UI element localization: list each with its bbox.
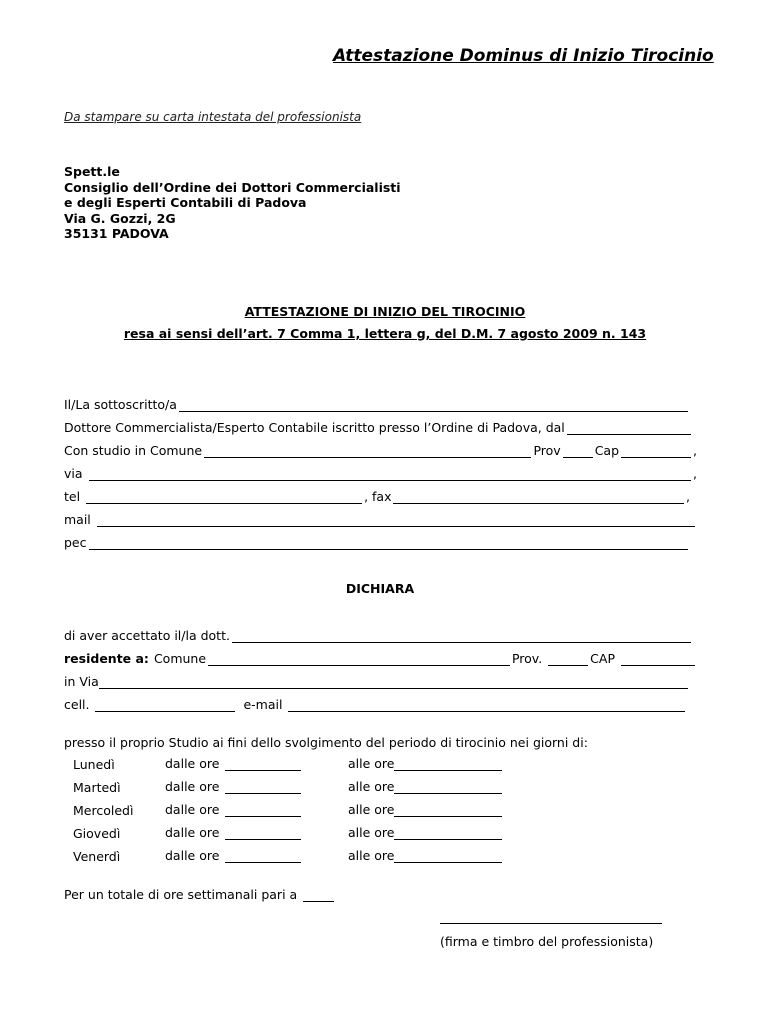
field-label: alle ore <box>348 825 395 840</box>
signature-line[interactable] <box>440 922 662 924</box>
field-label: , <box>686 489 690 504</box>
field-label: Prov. <box>511 651 543 666</box>
studio-cap-field[interactable] <box>621 445 691 458</box>
field-label: Dottore Commercialista/Esperto Contabile iscritto presso l’Ordine di Padova, dal <box>64 420 565 435</box>
day-label: Venerdì <box>73 849 121 864</box>
field-label: Con studio in Comune <box>64 443 203 458</box>
from-row <box>165 799 303 817</box>
recipient-line: 35131 PADOVA <box>64 226 169 242</box>
field-label: Cap <box>594 443 620 458</box>
recipient-line: Consiglio dell’Ordine dei Dottori Commercialisti <box>64 179 401 195</box>
to-time-field[interactable] <box>394 781 502 794</box>
studio-via-field[interactable] <box>89 468 691 481</box>
trainee-name-row <box>64 625 693 643</box>
recipient-address <box>64 164 401 242</box>
recipient-line: e degli Esperti Contabili di Padova <box>64 195 307 211</box>
pec-row <box>64 532 690 550</box>
field-label: cell. <box>64 697 90 712</box>
field-label: tel <box>64 489 81 504</box>
from-time-field[interactable] <box>225 758 301 771</box>
to-row <box>348 753 504 771</box>
residence-prov-field[interactable] <box>548 653 588 666</box>
field-label: mail <box>64 512 91 527</box>
recipient-line: Spett.le <box>64 164 120 179</box>
trainee-name-field[interactable] <box>232 630 691 643</box>
field-label: , fax <box>364 489 392 504</box>
field-label: pec <box>64 535 87 550</box>
field-label: Il/La sottoscritto/a <box>64 397 177 412</box>
schedule-intro: presso il proprio Studio ai fini dello svolgimento del periodo di tirocinio nei giorni di: <box>64 735 588 750</box>
tel-field[interactable] <box>86 491 362 504</box>
from-time-field[interactable] <box>225 827 301 840</box>
attestation-subheading: resa ai sensi dell’art. 7 Comma 1, lettera g, del D.M. 7 agosto 2009 n. 143 <box>123 326 647 341</box>
cell-field[interactable] <box>95 699 235 712</box>
recipient-line: Via G. Gozzi, 2G <box>64 210 176 226</box>
studio-comune-field[interactable] <box>204 445 531 458</box>
from-row <box>165 776 303 794</box>
email-field[interactable] <box>288 699 685 712</box>
day-label: Lunedì <box>73 757 115 772</box>
mail-field[interactable] <box>97 514 695 527</box>
field-label: CAP <box>590 651 615 666</box>
signer-name-row <box>64 394 690 412</box>
from-row <box>165 845 303 863</box>
registration-row <box>64 417 693 435</box>
field-label: Comune <box>153 651 207 666</box>
fax-field[interactable] <box>393 491 684 504</box>
field-label: dalle ore <box>165 802 220 817</box>
registration-date-field[interactable] <box>567 422 691 435</box>
to-row <box>348 799 504 817</box>
field-label: Prov <box>533 443 561 458</box>
residence-comune-field[interactable] <box>208 653 510 666</box>
contact-row <box>64 694 687 712</box>
field-label: via <box>64 466 83 481</box>
tel-fax-row <box>64 486 690 504</box>
to-time-field[interactable] <box>394 804 502 817</box>
day-label: Mercoledì <box>73 803 134 818</box>
from-row <box>165 753 303 771</box>
residence-via-row <box>64 671 690 689</box>
studio-via-row <box>64 463 697 481</box>
to-row <box>348 845 504 863</box>
to-row <box>348 822 504 840</box>
letterhead-note: Da stampare su carta intestata del professionista <box>64 110 362 124</box>
residence-via-field[interactable] <box>99 676 688 689</box>
document-title: Attestazione Dominus di Inizio Tirocinio <box>333 46 714 66</box>
field-label: , <box>693 466 697 481</box>
weekly-total-row <box>64 884 336 902</box>
field-label: dalle ore <box>165 779 220 794</box>
weekly-hours-field[interactable] <box>303 889 334 902</box>
field-label: alle ore <box>348 848 395 863</box>
field-label: e-mail <box>243 697 283 712</box>
field-label: di aver accettato il/la dott. <box>64 628 230 643</box>
from-time-field[interactable] <box>225 850 301 863</box>
studio-row <box>64 440 697 458</box>
field-label: residente a: <box>64 651 149 666</box>
day-label: Martedì <box>73 780 121 795</box>
mail-row <box>64 509 697 527</box>
residence-cap-field[interactable] <box>621 653 695 666</box>
field-label: in Via <box>64 674 99 689</box>
to-time-field[interactable] <box>394 827 502 840</box>
field-label: dalle ore <box>165 756 220 771</box>
day-label: Giovedì <box>73 826 121 841</box>
field-label: alle ore <box>348 779 395 794</box>
from-time-field[interactable] <box>225 804 301 817</box>
declares-heading: DICHIARA <box>345 581 415 596</box>
signer-name-field[interactable] <box>179 399 688 412</box>
field-label: dalle ore <box>165 825 220 840</box>
field-label: alle ore <box>348 802 395 817</box>
to-time-field[interactable] <box>394 758 502 771</box>
studio-prov-field[interactable] <box>563 445 593 458</box>
field-label: Per un totale di ore settimanali pari a <box>64 887 298 902</box>
attestation-heading: ATTESTAZIONE DI INIZIO DEL TIROCINIO <box>244 304 526 319</box>
pec-field[interactable] <box>89 537 689 550</box>
to-row <box>348 776 504 794</box>
signature-caption: (firma e timbro del professionista) <box>440 934 654 949</box>
residence-row <box>64 648 697 666</box>
from-time-field[interactable] <box>225 781 301 794</box>
to-time-field[interactable] <box>394 850 502 863</box>
field-label: , <box>693 443 697 458</box>
field-label: alle ore <box>348 756 395 771</box>
field-label: dalle ore <box>165 848 220 863</box>
from-row <box>165 822 303 840</box>
